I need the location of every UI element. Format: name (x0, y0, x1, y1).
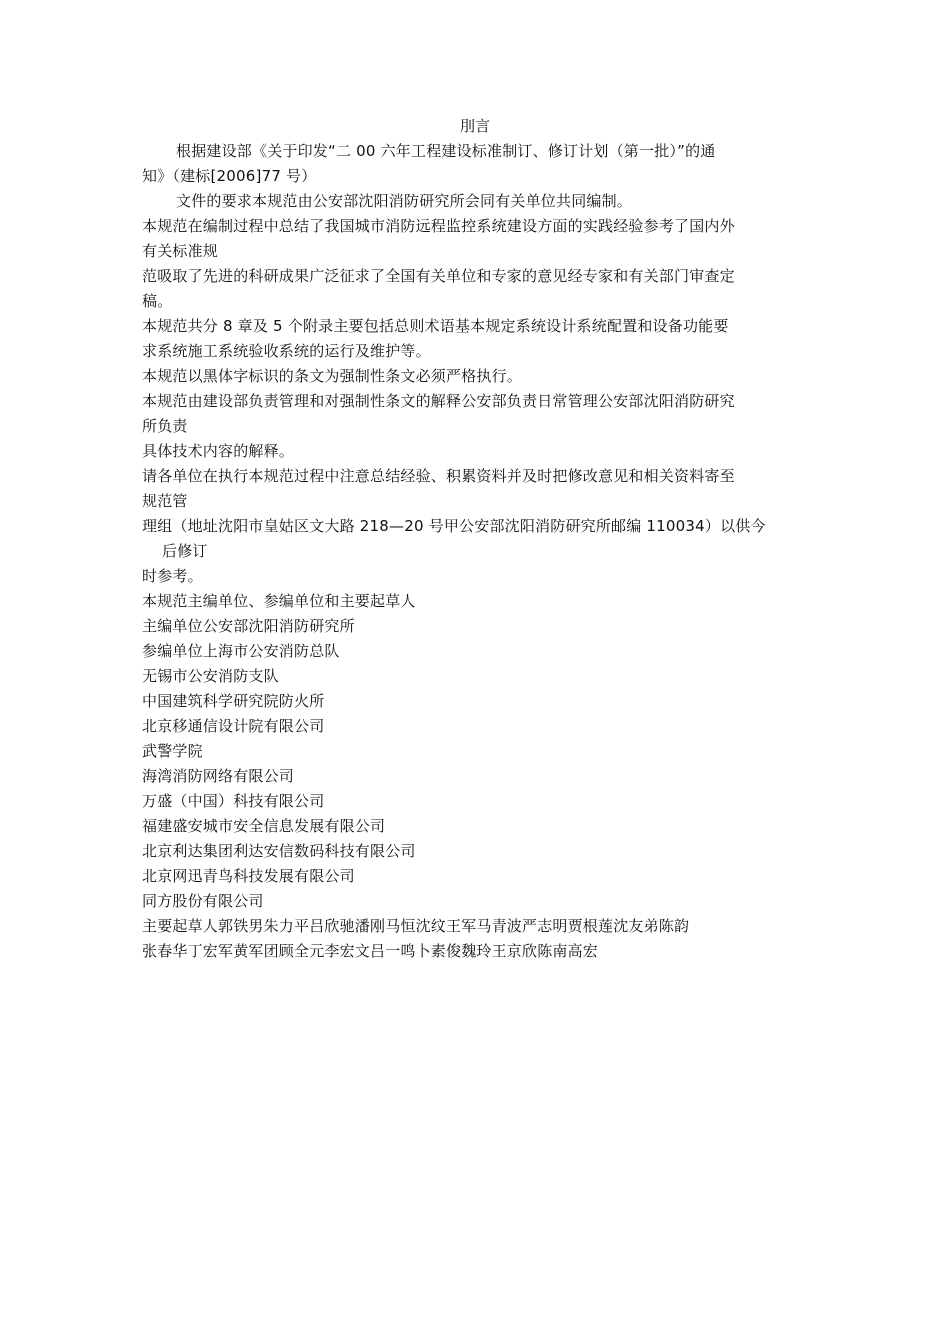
text-line: 文件的要求本规范由公安部沈阳消防研究所会同有关单位共同编制。 (176, 192, 633, 210)
text-line: 稿。 (142, 292, 173, 310)
text-line: 主编单位公安部沈阳消防研究所 (142, 617, 355, 635)
text-line: 请各单位在执行本规范过程中注意总结经验、积累资料并及时把修改意见和相关资料寄至 (142, 467, 735, 485)
text-line: 有关标准规 (142, 242, 219, 260)
text-line: 中国建筑科学研究院防火所 (142, 692, 325, 710)
text-line: 规范管 (142, 492, 188, 510)
text-line: 范吸取了先进的科研成果广泛征求了全国有关单位和专家的意见经专家和有关部门审查定 (142, 267, 735, 285)
text-line: 北京网迅青鸟科技发展有限公司 (142, 867, 355, 885)
text-line: 本规范在编制过程中总结了我国城市消防远程监控系统建设方面的实践经验参考了国内外 (142, 217, 735, 235)
text-line: 本规范以黑体字标识的条文为强制性条文必须严格执行。 (142, 367, 523, 385)
text-line: 武警学院 (142, 742, 203, 760)
text-line: 后修订 (162, 542, 208, 560)
text-line: 所负责 (142, 417, 188, 435)
text-line: 知》（建标[2006]77 号） (142, 167, 317, 185)
text-line: 海湾消防网络有限公司 (142, 767, 295, 785)
document-body (142, 139, 812, 964)
text-line: 主要起草人郭铁男朱力平吕欣驰潘刚马恒沈纹王军马青波严志明贾根莲沈友弟陈韵 (142, 917, 690, 935)
text-line: 福建盛安城市安全信息发展有限公司 (142, 817, 386, 835)
text-line: 本规范共分 8 章及 5 个附录主要包括总则术语基本规定系统设计系统配置和设备功能要 (142, 317, 729, 335)
text-line: 同方股份有限公司 (142, 892, 264, 910)
text-line: 本规范主编单位、参编单位和主要起草人 (142, 592, 416, 610)
text-line: 具体技术内容的解释。 (142, 442, 295, 460)
text-line: 求系统施工系统验收系统的运行及维护等。 (142, 342, 431, 360)
text-line: 根据建设部《关于印发“二 00 六年工程建设标准制订、修订计划（第一批）”的通 (176, 142, 716, 160)
text-line: 北京移通信设计院有限公司 (142, 717, 325, 735)
text-line: 时参考。 (142, 567, 203, 585)
text-line: 北京利达集团利达安信数码科技有限公司 (142, 842, 416, 860)
text-line: 理组（地址沈阳市皇姑区文大路 218—20 号甲公安部沈阳消防研究所邮编 110034）以供今 (142, 517, 766, 535)
text-line: 张春华丁宏军黄军团顾全元李宏文吕一鸣卜素俊魏玲王京欣陈南高宏 (142, 942, 599, 960)
text-line: 参编单位上海市公安消防总队 (142, 642, 340, 660)
text-line: 无锡市公安消防支队 (142, 667, 279, 685)
text-line: 万盛（中国）科技有限公司 (142, 792, 325, 810)
page-title: 刖言 (459, 117, 490, 135)
text-line: 本规范由建设部负责管理和对强制性条文的解释公安部负责日常管理公安部沈阳消防研究 (142, 392, 735, 410)
